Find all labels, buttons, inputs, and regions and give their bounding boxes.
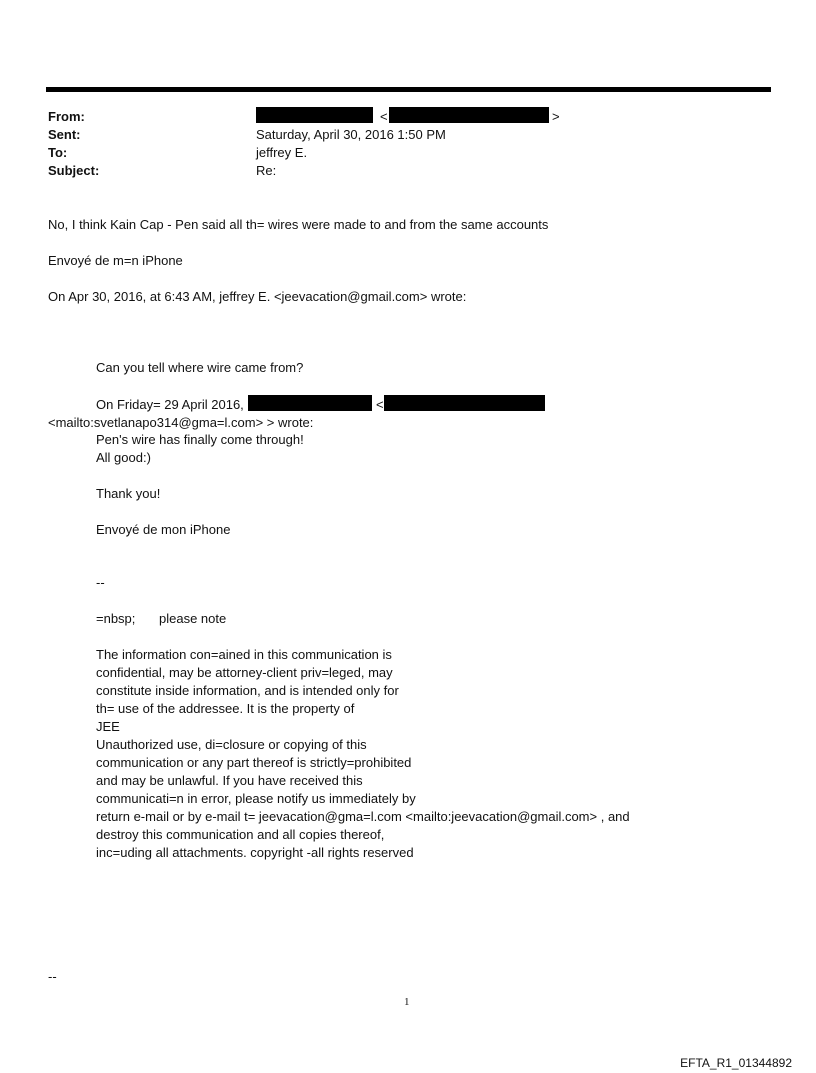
disclaimer-line: inc=uding all attachments. copyright -all rights reserved [96, 845, 414, 860]
header-rule [46, 87, 771, 92]
quoted-thanks: Thank you! [96, 486, 161, 501]
quoted-lt: < [376, 397, 384, 412]
redaction-block [248, 395, 372, 411]
quoted-on-friday: On Friday= 29 April 2016, [96, 397, 244, 412]
disclaimer-line: and may be unlawful. If you have received this [96, 773, 363, 788]
quoted-dashes: -- [96, 575, 105, 590]
quoted-signature: Envoyé de mon iPhone [96, 522, 231, 537]
footer-dashes: -- [48, 969, 57, 984]
document-id: EFTA_R1_01344892 [680, 1056, 792, 1070]
disclaimer-line: JEE [96, 719, 120, 734]
page-number: 1 [404, 996, 410, 1008]
disclaimer-line: confidential, may be attorney-client priv=leged, may [96, 665, 393, 680]
reply-line: No, I think Kain Cap - Pen said all th= wires were made to and from the same accounts [48, 217, 549, 232]
disclaimer-line: th= use of the addressee. It is the property of [96, 701, 355, 716]
from-label: From: [48, 109, 85, 124]
sent-value: Saturday, April 30, 2016 1:50 PM [256, 127, 446, 142]
disclaimer-line: constitute inside information, and is intended only for [96, 683, 399, 698]
disclaimer-line: return e-mail or by e-mail t= jeevacation@gma=l.com <mailto:jeevacation@gmail.com> , and [96, 809, 630, 824]
to-value: jeffrey E. [256, 145, 308, 160]
sent-label: Sent: [48, 127, 81, 142]
subject-label: Subject: [48, 163, 100, 178]
subject-value: Re: [256, 163, 277, 178]
quoted-mailto-line: <mailto:svetlanapo314@gma=l.com> > wrote: [48, 415, 314, 430]
quoted-question: Can you tell where wire came from? [96, 360, 304, 375]
disclaimer-line: The information con=ained in this communication is [96, 647, 392, 662]
redaction-block [384, 395, 545, 411]
quoted-nbsp: =nbsp; [96, 611, 136, 626]
redaction-block [389, 107, 549, 123]
reply-signature: Envoyé de m=n iPhone [48, 253, 183, 268]
from-lt: < [380, 109, 388, 124]
redaction-block [256, 107, 373, 123]
quoted-line-a: Pen's wire has finally come through! [96, 432, 304, 447]
quoted-line-b: All good:) [96, 450, 151, 465]
quote-intro: On Apr 30, 2016, at 6:43 AM, jeffrey E. <jeevacation@gmail.com> wrote: [48, 289, 467, 304]
disclaimer-line: Unauthorized use, di=closure or copying of this [96, 737, 367, 752]
to-label: To: [48, 145, 68, 160]
quoted-please-note: please note [159, 611, 227, 626]
disclaimer-line: communication or any part thereof is strictly=prohibited [96, 755, 412, 770]
disclaimer-line: communicati=n in error, please notify us immediately by [96, 791, 416, 806]
from-gt: > [552, 109, 560, 124]
disclaimer-line: destroy this communication and all copies thereof, [96, 827, 385, 842]
